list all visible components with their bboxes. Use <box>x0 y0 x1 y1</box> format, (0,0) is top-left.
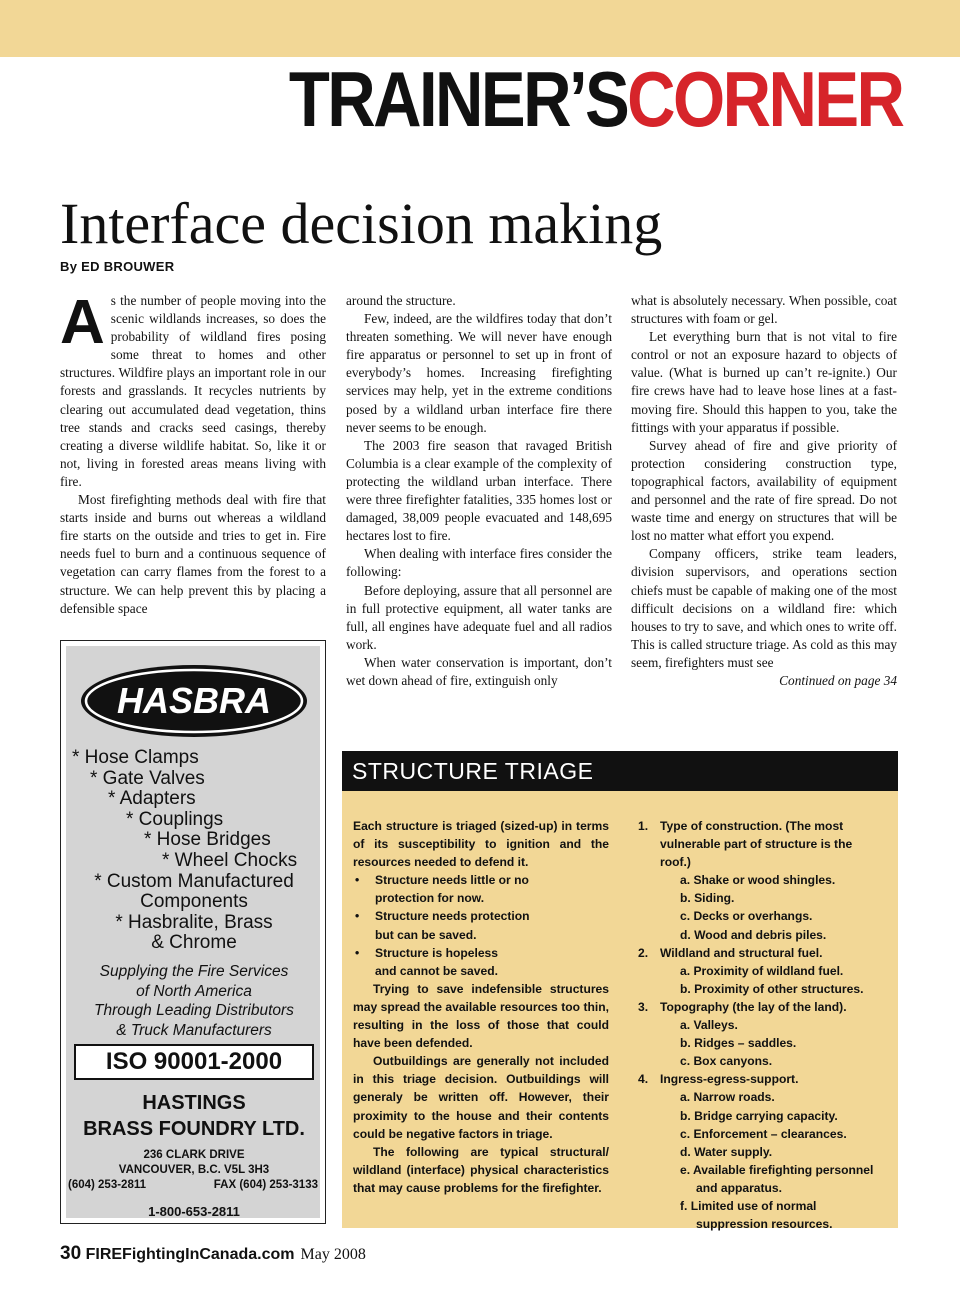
triage-bullet: • Structure needs little or no protection for now. <box>355 873 529 906</box>
characteristic-subitem: b. Ridges – saddles. <box>680 1036 797 1051</box>
product-item: * Hose Bridges <box>144 829 271 851</box>
column-paragraph: When water conservation is important, don’t wet down ahead of fire, extinguish only <box>346 654 612 688</box>
characteristic-subitem: c. Decks or overhangs. <box>680 909 813 924</box>
article-column-3 <box>631 292 897 690</box>
product-item: * Custom Manufactured <box>94 870 294 892</box>
sidebar-paragraph: The following are typical structural/ wildland (interface) physical characteristics that may cause problems for the firefighter. <box>353 1144 609 1195</box>
top-color-band <box>0 0 960 57</box>
characteristic-subitem: a. Valleys. <box>680 1018 738 1033</box>
column-paragraph: what is absolutely necessary. When possible, coat structures with foam or gel. <box>631 293 897 327</box>
characteristic-item: 4. Ingress-egress-support. <box>638 1072 799 1087</box>
banner-word-corner: CORNER <box>626 55 902 143</box>
ad-tagline: Supplying the Fire Services of North America Through Leading Distributors & Truck Manufacturers <box>94 963 294 1039</box>
product-item: * Hasbralite, Brass <box>115 911 273 933</box>
characteristic-subitem: and apparatus. <box>696 1180 783 1195</box>
product-item: * Wheel Chocks <box>162 849 298 871</box>
characteristic-item: 1. Type of construction. (The most vulnerable part of structure is the roof.) <box>638 819 853 870</box>
column-paragraph: Let everything burn that is not vital to fire control or not an exposure hazard to objects of value. (What is burned up can’t re-ignite.) Our fire crews have had to leave hose lines at a fast-moving fire. Should this happen to you, take the fittings with your apparatus if possible. <box>631 329 897 435</box>
product-list <box>66 748 322 954</box>
fax-number: FAX (604) 253-3133 <box>213 1179 318 1191</box>
characteristic-item: 2. Wildland and structural fuel. <box>638 945 823 960</box>
sidebar-paragraph: Trying to save indefensible structures may spread the available resources too thin, resulting in the loss of those that could have been defended. <box>353 981 609 1051</box>
product-item: & Chrome <box>151 932 237 954</box>
page-number: 30 <box>60 1243 82 1264</box>
column-paragraph: Few, indeed, are the wildfires today that don’t threaten something. We will never have enough fire apparatus or personnel to set up in front of everybody’s homes. Increasing firefighting services may help, yet in the extreme conditions posed by a wildland urban interface fire there never seems to be enough. <box>346 311 612 435</box>
ad-background <box>66 646 320 1218</box>
characteristic-subitem: c. Box canyons. <box>680 1054 773 1069</box>
column-paragraph: around the structure. <box>346 293 456 308</box>
sidebar-right-column <box>638 817 886 1233</box>
sidebar-paragraph: Outbuildings are generally not included in this triage decision. Outbuildings will generaly be written off. However, their proximity to the house and their contents could be negative factors in triage. <box>353 1054 609 1141</box>
characteristic-subitem: a. Shake or wood shingles. <box>680 873 836 888</box>
article-column-1 <box>60 288 326 618</box>
bullet-icon: • <box>355 945 360 960</box>
article-column-2 <box>346 292 612 690</box>
characteristic-subitem: d. Wood and debris piles. <box>680 927 827 942</box>
phone-number: (604) 253-2811 <box>68 1179 147 1191</box>
hasbra-advertisement <box>60 640 326 1224</box>
sidebar-left-column <box>353 817 609 1197</box>
triage-bullet: • Structure is hopeless and cannot be saved. <box>355 945 498 978</box>
product-item: Components <box>140 891 248 913</box>
page-footer <box>60 1243 366 1265</box>
characteristic-subitem: b. Proximity of other structures. <box>680 981 864 996</box>
company-name: HASTINGS BRASS FOUNDRY LTD. <box>83 1092 305 1140</box>
bullet-icon: • <box>355 909 360 924</box>
issue-date: May 2008 <box>300 1246 366 1263</box>
product-item: * Couplings <box>126 808 224 830</box>
article-byline: By ED BROUWER <box>60 259 175 274</box>
bullet-icon: • <box>355 873 360 888</box>
characteristic-subitem: d. Water supply. <box>680 1144 773 1159</box>
characteristic-subitem: f. Limited use of normal <box>680 1198 817 1213</box>
product-item: * Gate Valves <box>90 767 205 789</box>
characteristic-subitem: suppression resources. <box>696 1217 833 1232</box>
banner-word-trainers: TRAINER’S <box>288 55 627 143</box>
structure-triage-sidebar <box>342 751 898 1232</box>
column-paragraph: Before deploying, assure that all personnel are in full protective equipment, all water tanks are full, all engines have adequate fuel and all radios work. <box>346 582 612 652</box>
sidebar-intro: Each structure is triaged (sized-up) in terms of its susceptibility to ignition and the resources needed to defend it. <box>353 819 609 870</box>
sidebar-title: STRUCTURE TRIAGE <box>342 751 898 791</box>
continued-note: Continued on page 34 <box>779 672 897 688</box>
characteristic-subitem: b. Bridge carrying capacity. <box>680 1108 838 1123</box>
logo-text: HASBRA <box>116 680 272 721</box>
column-paragraph: The 2003 fire season that ravaged British Columbia is a clear example of the complexity of protecting the wildland urban interface. There were three firefighter fatalities, 335 homes lost or damaged, 38,009 people evacuated and 148,695 hectares lost to fire. <box>346 437 612 544</box>
drop-cap: A <box>60 288 105 357</box>
characteristic-subitem: a. Narrow roads. <box>680 1090 775 1105</box>
column-paragraph: As the number of people moving into the scenic wildlands increases, so does the probability of wildland fires posing some threat to homes and other structures. Wildfire plays an important role in our forests and grasslands. It recycles nutrients by clearing out accumulated dead vegetation, thins tree stands and cracks seed casings, thereby creating a diverse wildlife habitat. So, like it or not, living in forested areas means living with fire. <box>60 288 326 489</box>
website: FIREFightingInCanada.com <box>85 1246 295 1263</box>
column-paragraph: Survey ahead of fire and give priority of protection considering construction type, topographical factors, availability of equipment and personnel and the rate of fire spread. Do not waste time and energy on structures that will be lost no matter what effort you expend. <box>631 437 897 544</box>
characteristic-subitem: b. Siding. <box>680 891 735 906</box>
characteristic-subitem: e. Available firefighting personnel <box>680 1162 874 1177</box>
characteristic-subitem: c. Enforcement – clearances. <box>680 1126 847 1141</box>
toll-free-number: 1-800-653-2811 <box>148 1204 240 1219</box>
product-item: * Adapters <box>108 788 196 810</box>
triage-bullet: • Structure needs protection but can be saved. <box>355 909 530 942</box>
characteristic-subitem: a. Proximity of wildland fuel. <box>680 963 844 978</box>
column-paragraph: Most firefighting methods deal with fire that starts inside and burns out whereas a wildland fire starts on the outside and tries to get in. Fire needs fuel to burn and a continuous sequence of vegetation can carry flames from the forest to a structure. We can help prevent this by placing a defensible space <box>60 492 326 616</box>
iso-badge: ISO 90001-2000 <box>74 1044 314 1080</box>
article-title: Interface decision making <box>60 191 663 256</box>
product-item: * Hose Clamps <box>72 747 199 768</box>
column-paragraph: When dealing with interface fires consider the following: <box>346 546 612 580</box>
company-address: 236 CLARK DRIVE VANCOUVER, B.C. V5L 3H3 <box>118 1149 270 1176</box>
column-paragraph: Company officers, strike team leaders, division supervisors, and operations section chiefs must be capable of making one of the most difficult decisions on a wildland fire: which houses to try to save, and which ones to write off. This is called structure triage. As cold as this may seem, firefighters must see <box>631 546 897 670</box>
characteristic-item: 3. Topography (the lay of the land). <box>638 999 847 1014</box>
hasbra-logo <box>80 664 308 738</box>
section-banner <box>288 55 902 143</box>
